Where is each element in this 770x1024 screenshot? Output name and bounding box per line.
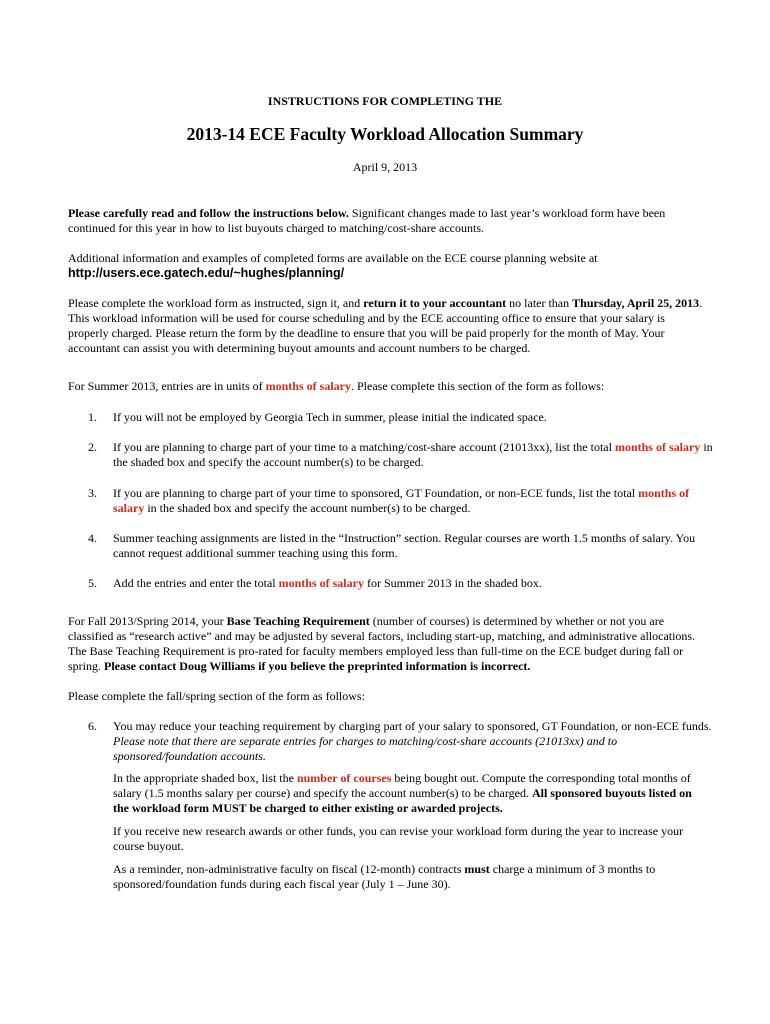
document-date: April 9, 2013 (352, 160, 418, 174)
list-item-text: Summer teaching assignments are listed in the “Instruction” section. Regular courses are worth 1.5 months of salary. You cannot request additional summer teaching using this form. (113, 531, 696, 560)
item6-sub3-text-2: charge a minimum of 3 months to sponsored/foundation funds during each fiscal year (July 1 – June 30). (113, 862, 656, 891)
list-item-number: 2. (88, 440, 97, 454)
fall-spring-paragraph (68, 614, 708, 674)
item6-text: You may reduce your teaching requirement by charging part of your salary to sponsored, GT Foundation, or non-ECE funds. (113, 719, 712, 733)
website-paragraph (68, 251, 708, 281)
item6-subparagraph-3 (113, 862, 703, 892)
deadline-text-1: Please complete the workload form as instructed, sign it, and (68, 296, 364, 310)
item6-sub1-text-1: In the appropriate shaded box, list the (113, 771, 297, 785)
fall-bold-2: Please contact Doug Williams if you believe the preprinted information is incorrect. (104, 659, 531, 673)
website-text: Additional information and examples of completed forms are available on the ECE course planning website at (68, 251, 598, 265)
list-item-text (113, 486, 713, 516)
item-text-1: Add the entries and enter the total (113, 576, 279, 590)
list-item-number: 4. (88, 531, 97, 545)
item6-note: Please note that there are separate entries for charges to matching/cost-share accounts (21013xx) and to sponsored/foundation accounts. (113, 734, 618, 763)
item-highlight: months of salary (278, 576, 364, 590)
list-item-text (113, 719, 713, 764)
item-highlight: months of salary (614, 440, 701, 454)
deadline-bold-1: return it to your accountant (363, 296, 507, 310)
item-text-1: If you are planning to charge part of your time to a matching/cost-share account (21013xx), list the total (113, 440, 615, 454)
item6-sub3-bold: must (464, 862, 490, 876)
summer-intro (68, 379, 708, 394)
intro-paragraph (68, 206, 708, 236)
item6-subparagraph-1 (113, 771, 703, 816)
list-item-number: 6. (88, 719, 97, 733)
deadline-paragraph (68, 296, 708, 356)
document-title: 2013-14 ECE Faculty Workload Allocation Summary (186, 124, 584, 144)
item6-sub1-text-2: being bought out. Compute the corresponding total months of salary (1.5 months salary per course) and specify the account number(s) to be charged. (113, 771, 691, 800)
summer-intro-text-2: . Please complete this section of the form as follows: (350, 379, 605, 393)
summer-intro-text-1: For Summer 2013, entries are in units of (68, 379, 266, 393)
item-text-1: If you are planning to charge part of your time to sponsored, GT Foundation, or non-ECE funds, list the total (113, 486, 639, 500)
summer-intro-highlight: months of salary (265, 379, 351, 393)
item-text-2: in the shaded box and specify the account number(s) to be charged. (113, 440, 713, 469)
item-text-2: for Summer 2013 in the shaded box. (363, 576, 542, 590)
item6-sub1-highlight: number of courses (296, 771, 392, 785)
item-highlight: months of salary (113, 486, 690, 515)
item6-sub1-bold: All sponsored buyouts listed on the workload form MUST be charged to either existing or awarded projects. (113, 786, 692, 815)
item-text-2: in the shaded box and specify the account number(s) to be charged. (144, 501, 471, 515)
fall-text-2: (number of courses) is determined by whether or not you are classified as “research active” and may be adjusted by several factors, including start-up, matching, and administrative allocations. The Base Teaching Requirement is pro-rated for faculty members employed less than full-time on the ECE budget during fall or spring. (68, 614, 696, 673)
title-line-1: INSTRUCTIONS FOR COMPLETING THE (267, 94, 503, 108)
list-item-number: 3. (88, 486, 97, 500)
intro-bold: Please carefully read and follow the instructions below. (68, 206, 349, 220)
item6-sub3-text-1: As a reminder, non-administrative faculty on fiscal (12-month) contracts (113, 862, 465, 876)
intro-text: Significant changes made to last year’s workload form have been continued for this year in how to list buyouts charged to matching/cost-share accounts. (68, 206, 666, 235)
fall-bold-1: Base Teaching Requirement (226, 614, 370, 628)
list-item-text: If you will not be employed by Georgia Tech in summer, please initial the indicated space. (113, 410, 547, 424)
fall-text-1: For Fall 2013/Spring 2014, your (68, 614, 227, 628)
deadline-text-3: . This workload information will be used for course scheduling and by the ECE accounting office to ensure that your salary is properly charged. Please return the form by the deadline to ensure that you will be paid properly for the month of May. Your accountant can assist you with determining buyout amounts and account numbers to be charged. (68, 296, 703, 355)
deadline-text-2: no later than (506, 296, 573, 310)
fall-spring-intro: Please complete the fall/spring section of the form as follows: (68, 689, 365, 703)
deadline-date: Thursday, April 25, 2013 (572, 296, 700, 310)
item6-subparagraph-2: If you receive new research awards or other funds, you can revise your workload form during the year to increase your course buyout. (113, 824, 684, 853)
list-item-number: 1. (88, 410, 97, 424)
list-item-number: 5. (88, 576, 97, 590)
list-item-text (113, 576, 713, 591)
planning-website-link[interactable]: http://users.ece.gatech.edu/~hughes/planning/ (68, 266, 345, 280)
list-item-text (113, 440, 713, 470)
